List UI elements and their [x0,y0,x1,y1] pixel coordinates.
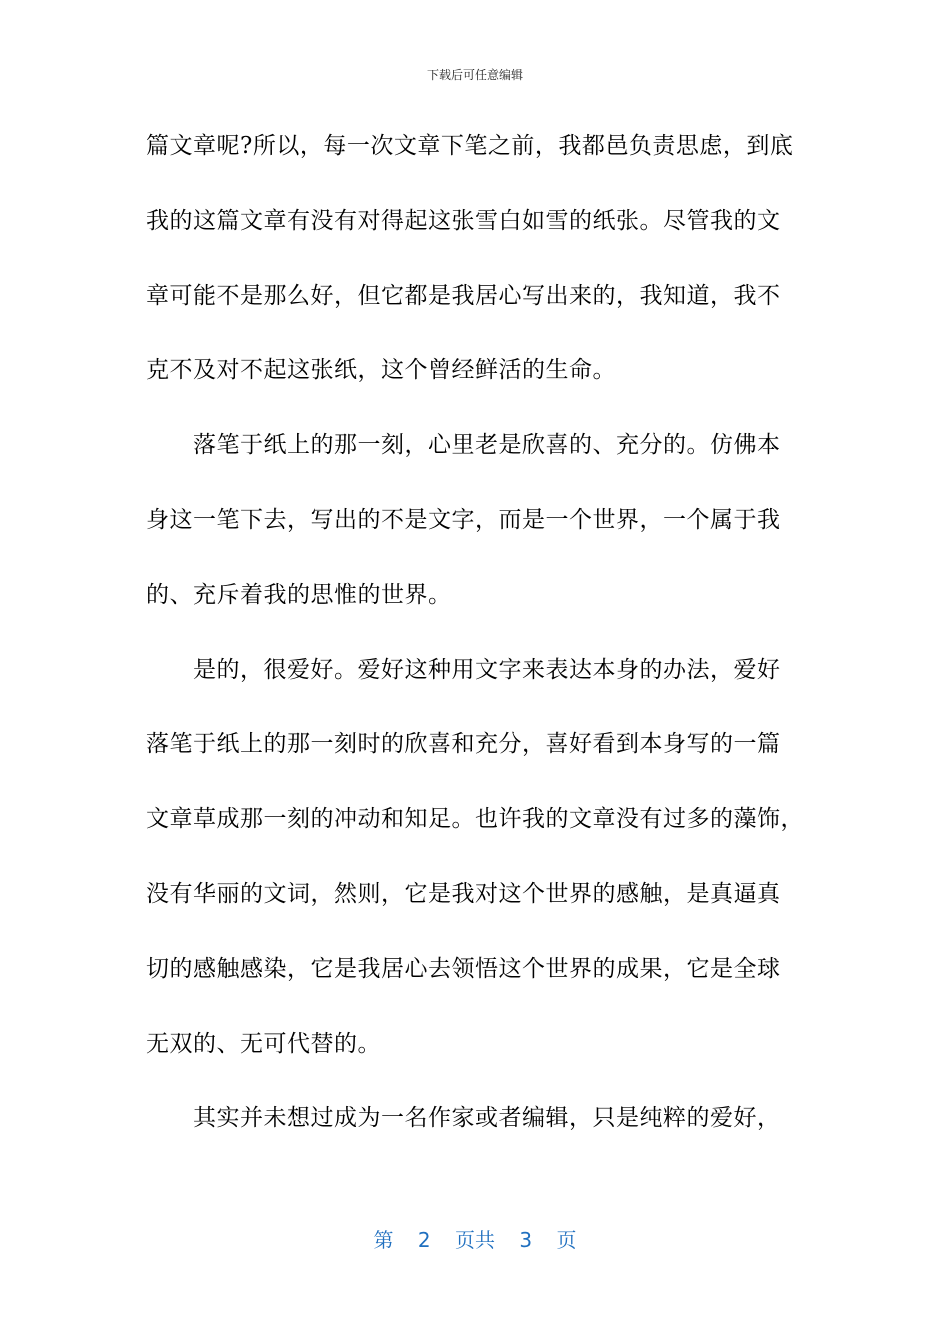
text-line: 的、充斥着我的思惟的世界。 [146,581,452,608]
text-line: 章可能不是那么好，但它都是我居心写出来的，我知道，我不 [146,282,781,309]
total-page-count: 3 [519,1228,533,1252]
paragraph-start-line: 其实并未想过成为一名作家或者编辑，只是纯粹的爱好， [193,1105,781,1132]
text-line: 文章草成那一刻的冲动和知足。也许我的文章没有过多的藻饰， [146,806,804,833]
text-line: 无双的、无可代替的。 [146,1030,381,1057]
text-line: 克不及对不起这张纸，这个曾经鲜活的生命。 [146,357,616,384]
paragraph-start-line: 是的，很爱好。爱好这种用文字来表达本身的办法，爱好 [193,656,781,683]
text-line: 落笔于纸上的那一刻时的欣喜和充分，喜好看到本身写的一篇 [146,731,781,758]
paragraph-start-line: 落笔于纸上的那一刻，心里老是欣喜的、充分的。仿佛本 [193,432,781,459]
page-footer [0,1224,950,1253]
footer-middle: 页共 [455,1228,495,1252]
document-body [146,122,806,1169]
current-page-number: 2 [417,1228,431,1252]
text-line: 篇文章呢?所以，每一次文章下笔之前，我都邑负责思虑，到底 [146,133,794,159]
text-line: 切的感触感染，它是我居心去领悟这个世界的成果，它是全球 [146,955,781,982]
text-line: 身这一笔下去，写出的不是文字，而是一个世界，一个属于我 [146,506,781,533]
page-header: 下载后可任意编辑 [426,68,523,82]
text-line: 没有华丽的文词，然则，它是我对这个世界的感触，是真逼真 [146,880,781,907]
text-line: 我的这篇文章有没有对得起这张雪白如雪的纸张。尽管我的文 [146,207,781,234]
footer-suffix: 页 [556,1228,577,1252]
footer-prefix: 第 [373,1228,394,1252]
